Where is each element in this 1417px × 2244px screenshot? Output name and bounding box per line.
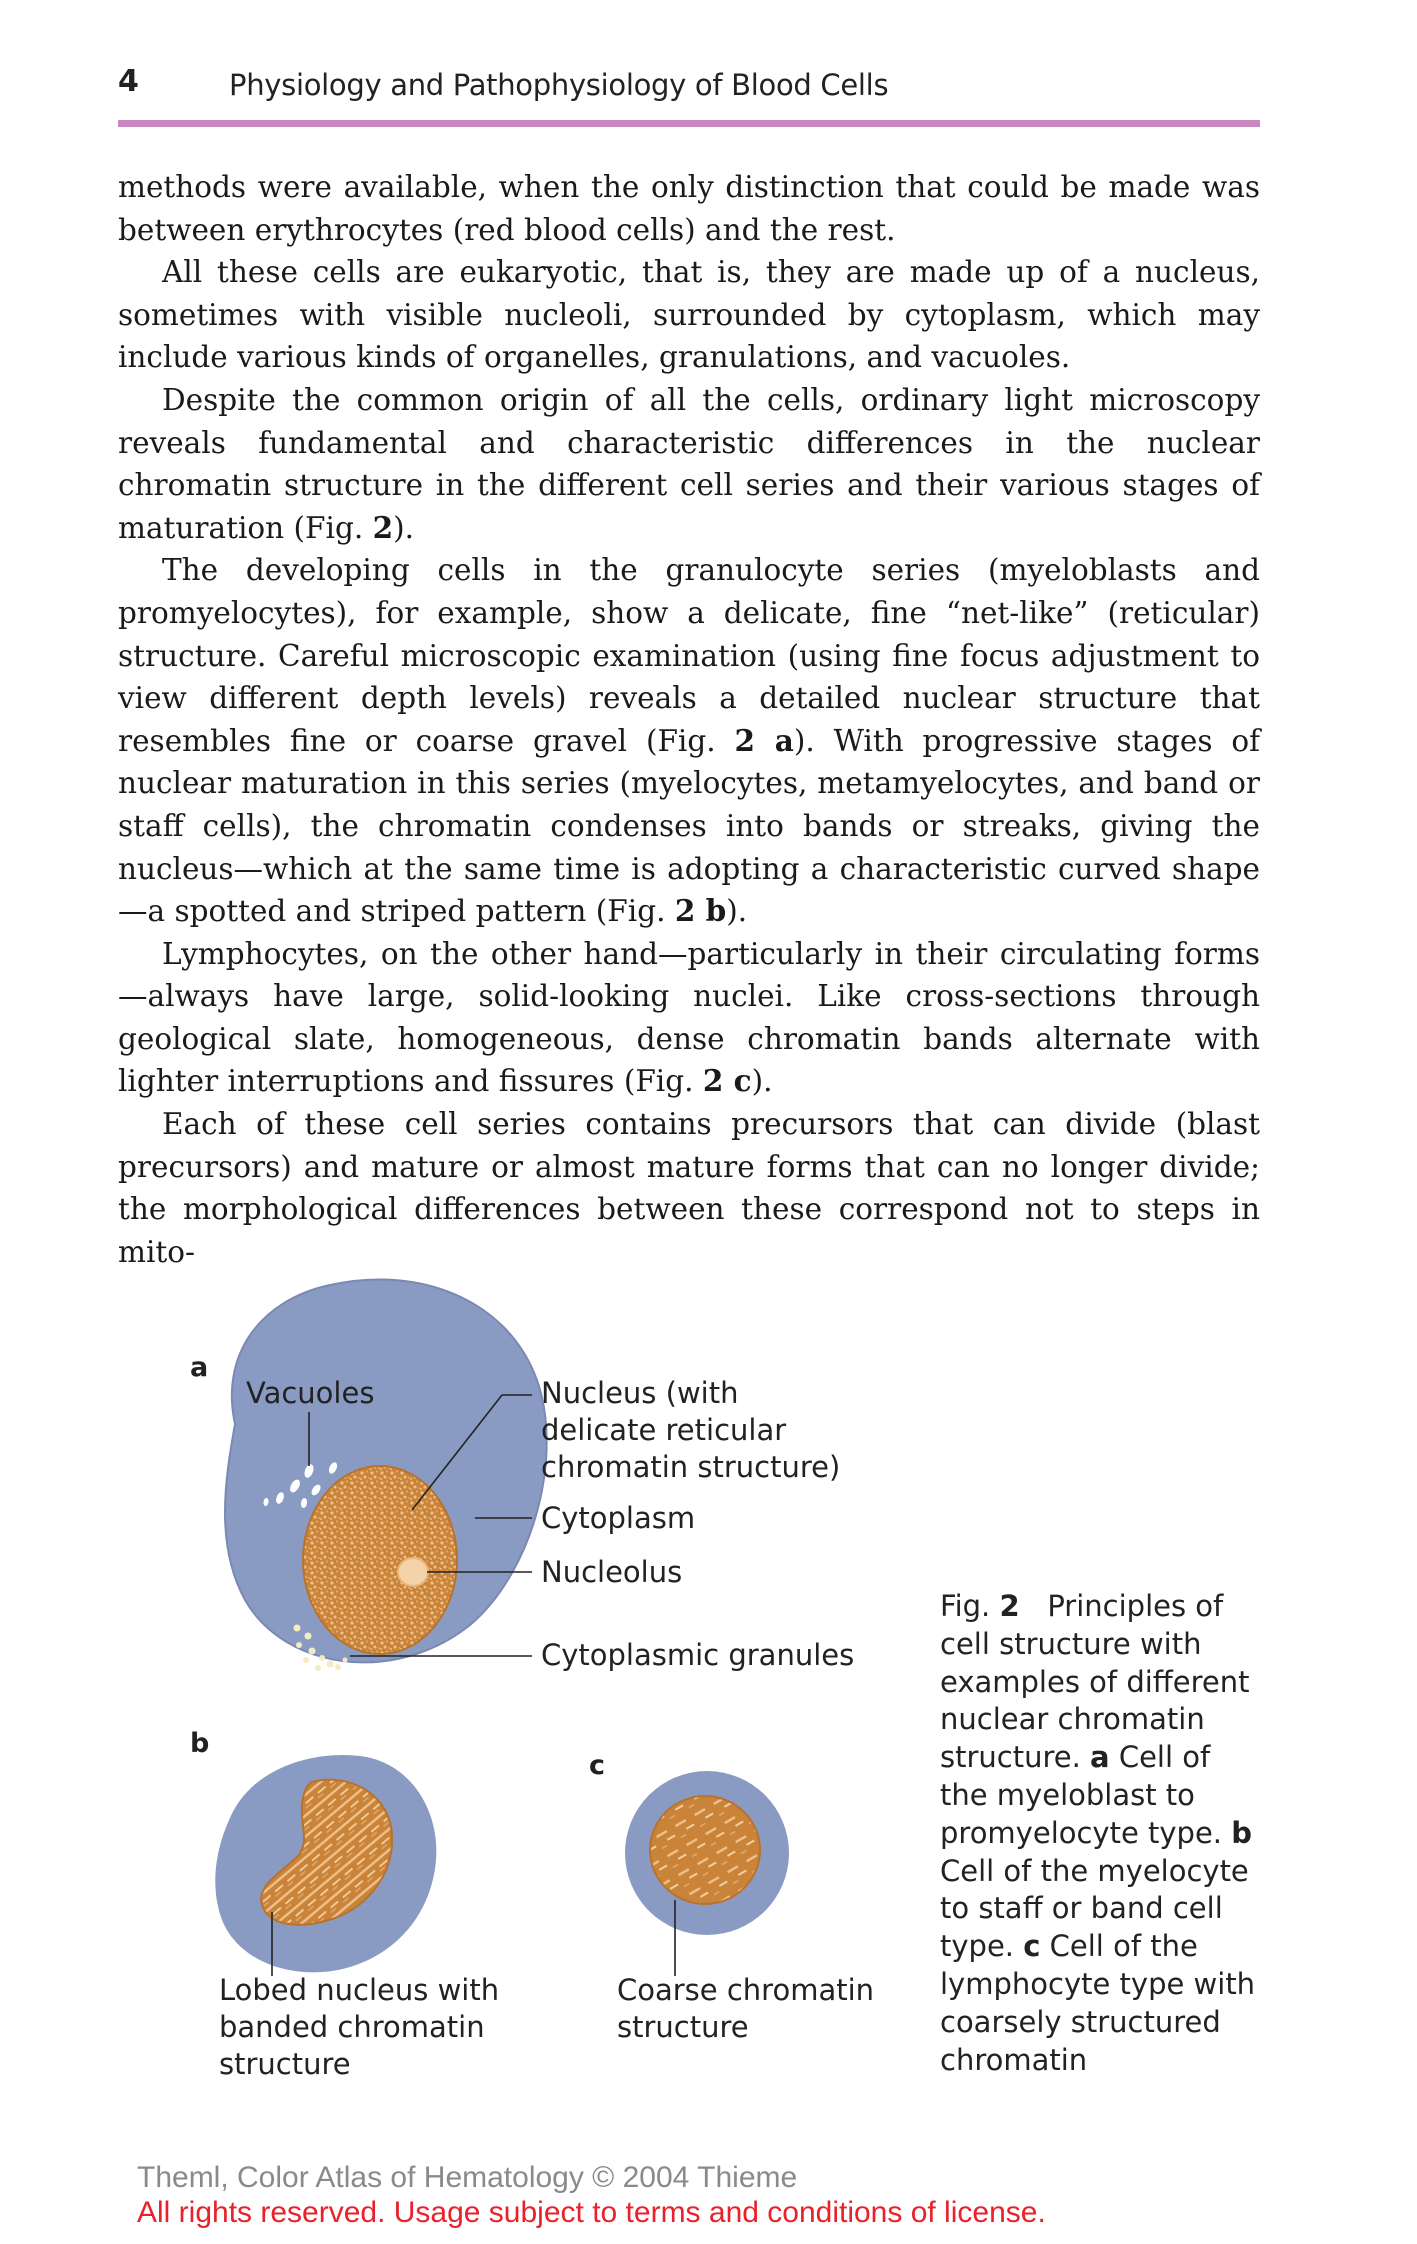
- panel-a-letter: a: [190, 1352, 209, 1383]
- caption-letter-a: a: [1090, 1740, 1110, 1775]
- footer-rights: All rights reserved. Usage subject to terms and conditions of license.: [137, 2196, 1046, 2229]
- caption-text-c: Cell of the lymphocyte type with coarsely structured chromatin: [940, 1929, 1256, 2077]
- label-lobed-nucleus-line-3: structure: [219, 2047, 351, 2081]
- label-nucleus-line-1: Nucleus (with: [541, 1376, 739, 1410]
- cell-c: [625, 1771, 789, 1935]
- cell-b: [215, 1755, 436, 1972]
- label-vacuoles: Vacuoles: [246, 1376, 375, 1410]
- label-nucleus-line-3: chromatin structure): [541, 1450, 841, 1484]
- caption-letter-b: b: [1231, 1815, 1253, 1850]
- label-lobed-nucleus-line-1: Lobed nucleus with: [219, 1973, 500, 2007]
- caption-letter-c: c: [1023, 1929, 1041, 1964]
- cell-a: [225, 1279, 547, 1671]
- label-nucleolus: Nucleolus: [541, 1555, 683, 1589]
- figure-reference: 2: [372, 509, 394, 545]
- paragraph-2: All these cells are eukaryotic, that is, they are made up of a nucleus, sometimes with visible nucleoli, surrounded by cytoplasm, which may include various kinds of organelles, granulations, and vacuoles.: [118, 255, 1260, 375]
- label-cytoplasmic-granules: Cytoplasmic granules: [541, 1638, 855, 1672]
- label-coarse-chromatin-line-2: structure: [617, 2010, 749, 2044]
- paragraph-4-text-c: ).: [726, 894, 748, 929]
- cell-a-nucleolus: [398, 1558, 428, 1586]
- paragraph-1: methods were available, when the only distinction that could be made was between erythrocytes (red blood cells) and the rest.: [118, 170, 1260, 247]
- paragraph-4-text-b: ). With progressive stages of nuclear maturation in this series (myelocytes, metamyelocytes, and band or staff cells), the chromatin condenses into bands or streaks, giving the nucleus—which at the same time is adopting a characteristic curved shape—a spotted and striped pattern (Fig.: [118, 723, 1260, 929]
- paragraph-5-text-a: Lymphocytes, on the other hand—particularly in their circulating forms—always have large, solid-looking nuclei. Like cross-sections through geological slate, homogeneous, dense chromatin bands alternate with lighter interruptions and fissures (Fig.: [118, 936, 1260, 1099]
- paragraph-6: Each of these cell series contains precursors that can divide (blast precursors) and mature or almost mature forms that can no longer divide; the morphological differences between these correspond not to steps in mito-: [118, 1107, 1260, 1269]
- caption-text-b: Cell of the myelocyte to staff or band cell type.: [940, 1853, 1249, 1964]
- caption-fig-number: 2: [999, 1589, 1020, 1623]
- caption-fig-prefix: Fig.: [940, 1589, 1000, 1623]
- paragraph-3-text-a: Despite the common origin of all the cells, ordinary light microscopy reveals fundamental and characteristic differences in the nuclear chromatin structure in the different cell series and their various stages of maturation (Fig.: [118, 382, 1260, 545]
- label-lobed-nucleus-line-2: banded chromatin: [219, 2010, 485, 2044]
- figure-reference: 2 c: [702, 1063, 752, 1099]
- label-cytoplasm: Cytoplasm: [541, 1501, 696, 1535]
- page-number: 4: [118, 64, 139, 99]
- figure-reference: 2 b: [674, 893, 727, 929]
- panel-c-letter: c: [589, 1750, 606, 1781]
- running-title: Physiology and Pathophysiology of Blood Cells: [229, 68, 889, 102]
- caption-title: Principles of cell structure with examples of different nuclear chromatin structure.: [940, 1589, 1250, 1775]
- paragraph-3-text-b: ).: [393, 510, 415, 545]
- label-coarse-chromatin-line-1: Coarse chromatin: [617, 1973, 875, 2007]
- paragraph-5-text-b: ).: [751, 1064, 773, 1099]
- figure-reference: 2 a: [734, 722, 794, 758]
- caption-text-a: Cell of the myeloblast to promyelocyte type.: [940, 1740, 1223, 1850]
- figure-caption: [940, 1588, 1260, 2079]
- panel-b-letter: b: [190, 1728, 210, 1759]
- label-nucleus-line-2: delicate reticular: [541, 1413, 787, 1447]
- footer-copyright: Theml, Color Atlas of Hematology © 2004 Thieme: [137, 2161, 798, 2194]
- paragraph-4-text-a: The developing cells in the granulocyte series (myeloblasts and promyelocytes), for example, show a delicate, fine “net-like” (reticular) structure. Careful microscopic examination (using fine focus adjustment to view different depth levels) reveals a detailed nuclear structure that resembles fine or coarse gravel (Fig.: [118, 553, 1260, 758]
- cell-c-nucleus: [650, 1796, 760, 1904]
